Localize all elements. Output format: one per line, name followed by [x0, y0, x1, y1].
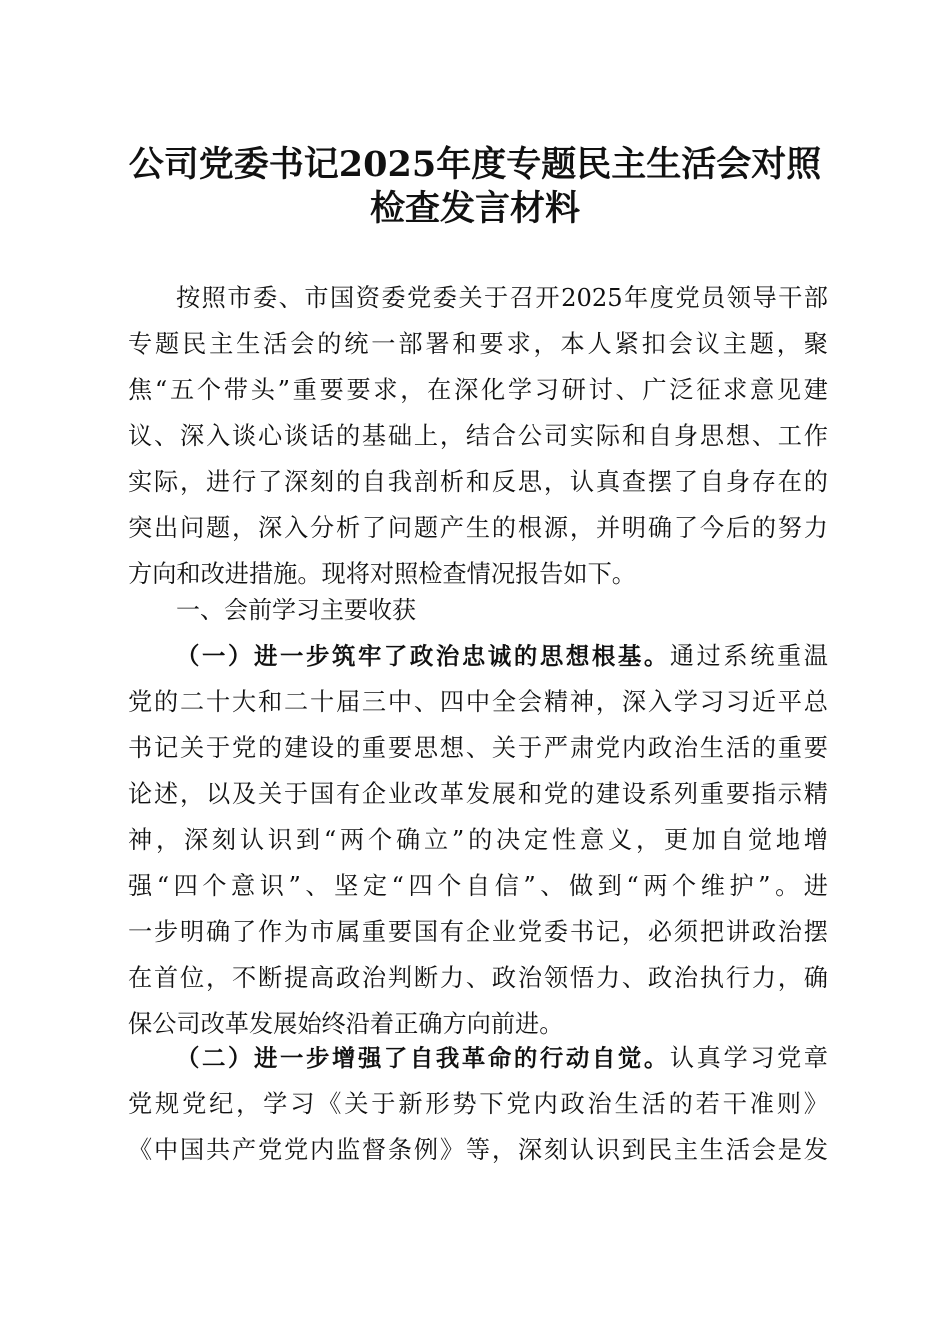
paragraph-line-rest: 通过系统重温 — [669, 642, 828, 670]
paragraph-line: 议、深入谈心谈话的基础上，结合公司实际和自身思想、工作 — [128, 422, 828, 450]
paragraph-line: 强“四个意识”、坚定“四个自信”、做到“两个维护”。进 — [128, 872, 828, 900]
subsection-2-paragraph — [128, 1035, 828, 1173]
subsection-1-lead: （一）进一步筑牢了政治忠诚的思想根基。 — [176, 642, 670, 670]
paragraph-line: 方向和改进措施。现将对照检查情况报告如下。 — [128, 560, 636, 588]
paragraph-line: 党的二十大和二十届三中、四中全会精神，深入学习习近平总 — [128, 688, 828, 716]
section-heading: 一、会前学习主要收获 — [176, 596, 416, 624]
paragraph-line: 《中国共产党党内监督条例》等，深刻认识到民主生活会是发 — [128, 1136, 828, 1164]
document-title-line-1: 公司党委书记2025年度专题民主生活会对照 — [128, 144, 822, 185]
paragraph-line: 一步明确了作为市属重要国有企业党委书记，必须把讲政治摆 — [128, 918, 828, 946]
document-title-line-2: 检查发言材料 — [369, 188, 580, 229]
intro-paragraph — [128, 275, 828, 597]
paragraph-line: 论述，以及关于国有企业改革发展和党的建设系列重要指示精 — [128, 780, 828, 808]
paragraph-line: 在首位，不断提高政治判断力、政治领悟力、政治执行力，确 — [128, 964, 828, 992]
paragraph-line: 党规党纪，学习《关于新形势下党内政治生活的若干准则》 — [128, 1090, 828, 1118]
paragraph-first-line — [128, 1035, 828, 1081]
paragraph-line: 保公司改革发展始终沿着正确方向前进。 — [128, 1010, 564, 1038]
paragraph-line: 焦“五个带头”重要要求，在深化学习研讨、广泛征求意见建 — [128, 376, 828, 404]
subsection-2-lead: （二）进一步增强了自我革命的行动自觉。 — [176, 1044, 670, 1072]
paragraph-line: 实际，进行了深刻的自我剖析和反思，认真查摆了自身存在的 — [128, 468, 828, 496]
paragraph-line: 书记关于党的建设的重要思想、关于严肃党内政治生活的重要 — [128, 734, 828, 762]
subsection-1-paragraph — [128, 633, 828, 1047]
paragraph-line-rest: 认真学习党章 — [669, 1044, 828, 1072]
paragraph-line: 突出问题，深入分析了问题产生的根源，并明确了今后的努力 — [128, 514, 828, 542]
paragraph-first-line — [128, 633, 828, 679]
paragraph-line: 按照市委、市国资委党委关于召开2025年度党员领导干部 — [176, 284, 828, 312]
paragraph-line: 神，深刻认识到“两个确立”的决定性意义，更加自觉地增 — [128, 826, 828, 854]
paragraph-line: 专题民主生活会的统一部署和要求，本人紧扣会议主题，聚 — [128, 330, 828, 358]
